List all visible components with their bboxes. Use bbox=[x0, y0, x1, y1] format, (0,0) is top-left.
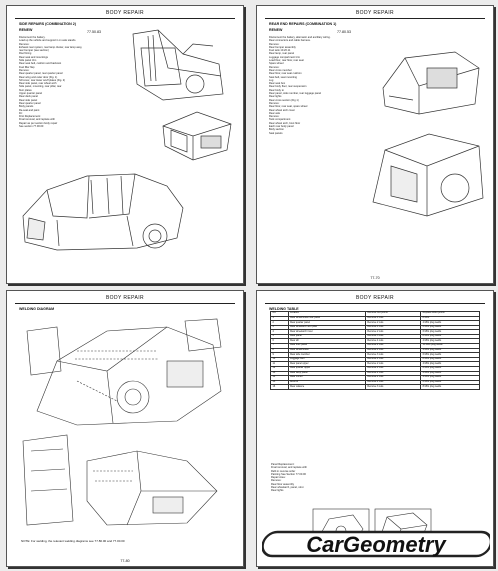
table-cell: 9 bbox=[271, 353, 289, 358]
table-cell: 15 bbox=[271, 380, 289, 385]
operation-label: RENEW bbox=[269, 28, 283, 32]
cargeometry-logo bbox=[262, 529, 490, 559]
column-header: No. bbox=[271, 312, 289, 317]
table-cell: 4 MIG plug welds bbox=[421, 348, 480, 353]
table-cell: 6 MIG plug welds bbox=[421, 380, 480, 385]
rear-end-figure bbox=[375, 38, 487, 120]
table-cell: Remove 2 cuts bbox=[365, 366, 420, 371]
table-cell: 12 bbox=[271, 366, 289, 371]
table-cell: 8 MIG plug welds bbox=[421, 334, 480, 339]
manual-page-3 bbox=[6, 290, 244, 567]
table-cell: Remove 2 cuts bbox=[365, 321, 420, 326]
table-cell: 2 MIG plug welds bbox=[421, 371, 480, 376]
page-header: BODY REPAIR bbox=[355, 10, 395, 16]
section-title: SIDE REPAIRS (COMBINATION 2) bbox=[19, 22, 76, 26]
table-cell: 6 bbox=[271, 339, 289, 344]
table-cell: Remove 2 cuts bbox=[365, 348, 420, 353]
table-cell: Rear wheelarch inner bbox=[288, 330, 365, 335]
table-cell: Remove 4 cuts bbox=[365, 325, 420, 330]
table-cell: Boot lid bbox=[288, 380, 365, 385]
table-cell: 4 MIG plug welds bbox=[421, 376, 480, 381]
table-row bbox=[271, 385, 480, 390]
table-cell: Rear panel bbox=[288, 334, 365, 339]
table-cell: 4 bbox=[271, 330, 289, 335]
table-cell: Remove 2 cuts bbox=[365, 380, 420, 385]
table-cell: 11 bbox=[271, 362, 289, 367]
page-footer: 77-80 bbox=[120, 559, 130, 563]
table-cell: Rear floor panel bbox=[288, 344, 365, 349]
page-header: BODY REPAIR bbox=[355, 295, 395, 301]
manual-page-4 bbox=[256, 290, 494, 567]
table-cell: 8 MIG plug welds bbox=[421, 385, 480, 390]
table-cell: 8 bbox=[271, 348, 289, 353]
procedure-text: Disconnect the battery. Load up the vehicle and support it on axle stands. Remove: Exhaust rear system, rear lamp cluster, rear lamp assy, rear bumper (see section) Roof lining Rear seat and mountings Side panel trim Rear seat belt, cushion and backrest Fuel filler flap Remove: Rear quarter panel, rear quarter panel Rear wing and outer door (Fig. 1) Sill cover, rear lower scuff plates (Fig. 2) Rear side panel, rear wheel arch Side panel, mounting, rear pillar, rear floor plates Upper quarter panel Rear deck panel Rear side panel Rear quarter panel Body panels Re-seal and paint Fit: First Replacement: Final removal, and replace with Repair as per section body repair See section 77.00.00 bbox=[19, 36, 83, 129]
page-header: BODY REPAIR bbox=[105, 10, 145, 16]
table-cell: Rear sill bbox=[288, 339, 365, 344]
section-title: WELDING DIAGRAM bbox=[19, 307, 55, 311]
table-cell: 8 MIG plug welds bbox=[421, 357, 480, 362]
table-cell: Remove 3 cuts bbox=[365, 385, 420, 390]
table-cell: 5 bbox=[271, 334, 289, 339]
table-cell: Rear wheelarch and pillar bbox=[288, 325, 365, 330]
procedure-text: Panel Replacement: Final removal, and replace with Refit in reverse order Painting See Section 77.00.00 Repair Area: Remove: Rear floor assembly Rear wheelarch, panel, strut Rear lights bbox=[271, 463, 307, 493]
table-cell: Rear quarter panel bbox=[288, 321, 365, 326]
header-rule bbox=[265, 303, 485, 304]
logo-wordmark: CarGeometry bbox=[306, 532, 446, 557]
table-cell: Rear side member bbox=[288, 353, 365, 358]
operation-code: 77.80.53 bbox=[337, 30, 351, 34]
table-cell: 7 bbox=[271, 344, 289, 349]
column-header: Location bbox=[288, 312, 365, 317]
table-cell: Remove 2 cuts bbox=[365, 362, 420, 367]
table-cell: Rear wheelhouse bbox=[288, 348, 365, 353]
table-cell: Rear quarter upper bbox=[288, 366, 365, 371]
procedure-text: Disconnect the battery, alternator and ancillary wiring. Rear connectors and cable harness. Remove: Rear bumper assembly Fuel tank 10.20.11 Rear lamp, rear panel Luggage compartment trim Load floor, rear floor, rear seat Spare wheel Remove: Rear cross member Rear floor, rear seat cushion Seat belt, seat mounting Lug Rear seat box Rear body floor, rear suspension Rear body to Rear panel, side member, rear luggage panel Rear lights Rear cross section (Fig 1) Remove: Rear floor, rear seat, spare wheel Rear wheel arch cover Rear axle Remove: Tank compartment Rear wheel arch, boot floor Each rear body panel Body section Seal panels bbox=[269, 36, 331, 135]
welding-diagram-upper bbox=[17, 311, 231, 429]
table-cell: Remove 4 cuts bbox=[365, 339, 420, 344]
table-cell: 14 bbox=[271, 376, 289, 381]
table-cell: Rear lamp panel bbox=[288, 371, 365, 376]
column-header: Remove Cut points bbox=[365, 312, 420, 317]
operation-label: RENEW bbox=[19, 28, 33, 32]
table-cell: Rear corner bbox=[288, 376, 365, 381]
page-header: BODY REPAIR bbox=[105, 295, 145, 301]
table-cell: 4 MIG plug welds bbox=[421, 362, 480, 367]
table-cell: Remove 2 cuts bbox=[365, 371, 420, 376]
welding-diagram-lower bbox=[17, 431, 231, 531]
table-cell: 4 MIG plug welds bbox=[421, 339, 480, 344]
table-cell: Remove 4 cuts bbox=[365, 316, 420, 321]
header-rule bbox=[15, 303, 235, 304]
table-cell: 10 bbox=[271, 357, 289, 362]
table-cell: Remove 3 cuts bbox=[365, 353, 420, 358]
header-rule bbox=[15, 18, 235, 19]
table-cell: 6 MIG plug welds bbox=[421, 366, 480, 371]
boot-floor-figure bbox=[367, 126, 489, 222]
manual-page-2 bbox=[256, 5, 494, 284]
body-side-figure bbox=[17, 156, 187, 260]
welding-table bbox=[270, 311, 480, 390]
table-cell: Remove 2 cuts bbox=[365, 330, 420, 335]
table-cell: 6 MIG plug welds bbox=[421, 353, 480, 358]
table-cell: Rear panel upper bbox=[288, 362, 365, 367]
table-cell: 16 bbox=[271, 385, 289, 390]
table-cell: 10 MIG plug welds bbox=[421, 344, 480, 349]
header-rule bbox=[265, 18, 485, 19]
table-cell: 8 MIG bbox=[421, 316, 480, 321]
table-cell: Luggage floor bbox=[288, 357, 365, 362]
section-title: WELDING TABLE bbox=[269, 307, 299, 311]
table-cell: Rear wheelhouse rear panel bbox=[288, 316, 365, 321]
table-cell: 1 bbox=[271, 316, 289, 321]
table-cell: 4 MIG plug welds bbox=[421, 321, 480, 326]
section-title: REAR END REPAIRS (COMBINATION 1) bbox=[269, 22, 337, 26]
table-cell: Remove 3 cuts bbox=[365, 334, 420, 339]
table-cell: 13 bbox=[271, 371, 289, 376]
page-footer: 77-70 bbox=[370, 276, 380, 280]
quarter-panel-figure bbox=[123, 24, 235, 106]
table-cell: Remove 2 cuts bbox=[365, 357, 420, 362]
manual-page-1 bbox=[6, 5, 244, 284]
operation-code: 77.50.83 bbox=[87, 30, 101, 34]
diagram-note: NOTE: For welding, the relevant welding diagrams see 77.80.00 and 77.00.00 bbox=[21, 539, 125, 543]
table-cell: 2 bbox=[271, 321, 289, 326]
table-cell: 3 bbox=[271, 325, 289, 330]
column-header: Replace Weld points bbox=[421, 312, 480, 317]
table-cell: 6 MIG plug welds bbox=[421, 325, 480, 330]
table-cell: Remove 2 cuts bbox=[365, 376, 420, 381]
table-cell: Rear valance bbox=[288, 385, 365, 390]
table-cell: 6 MIG plug welds bbox=[421, 330, 480, 335]
table-cell: Remove 2 cuts bbox=[365, 344, 420, 349]
